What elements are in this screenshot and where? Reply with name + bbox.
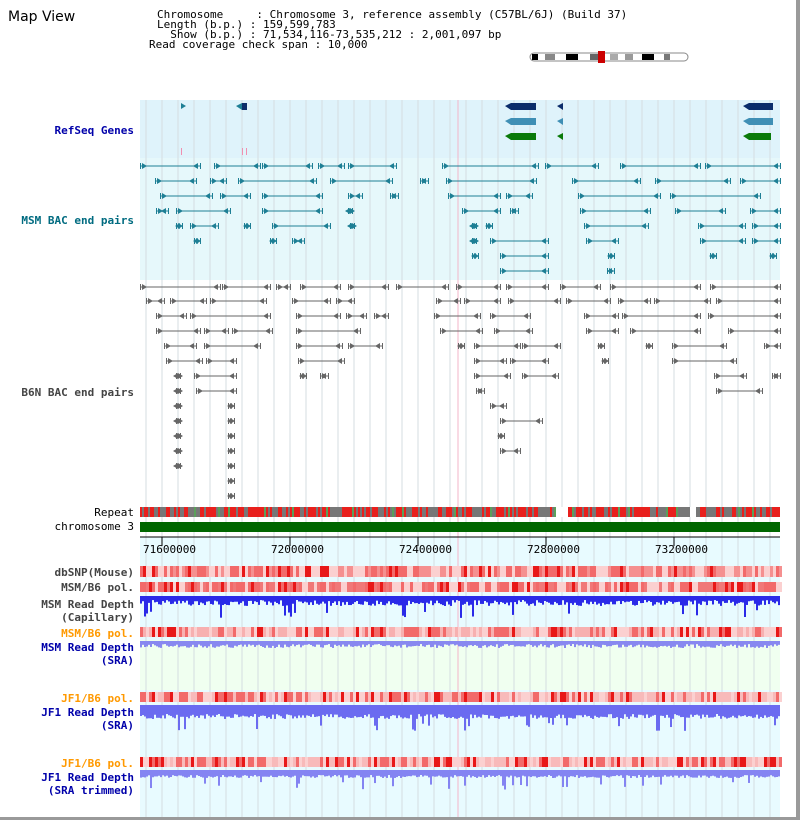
right-border — [796, 0, 800, 820]
jf1-b6-pol-trim-label: JF1/B6 pol. — [61, 757, 134, 770]
gene-steel-1 — [511, 118, 536, 125]
show-info: Show (b.p.) : 71,534,116-73,535,212 : 2,001,097 bp — [157, 28, 502, 41]
page-title: Map View — [8, 9, 76, 25]
msm-read-depth-sra-sublabel: (SRA) — [100, 654, 134, 667]
msm-b6-pol-sra-heat[interactable] — [140, 627, 782, 637]
chromosome-label: chromosome 3 — [54, 520, 134, 533]
jf1-read-depth-sra-sublabel: (SRA) — [100, 719, 134, 732]
chromosome-info: Chromosome : Chromosome 3, reference assembly (C57BL/6J) (Build 37) — [157, 8, 628, 21]
msm-b6-pol-heat[interactable] — [140, 582, 782, 592]
tick-label: 73200000 — [655, 543, 708, 556]
gene-navy-1 — [511, 103, 536, 110]
msm-bac-track-bg — [140, 158, 780, 280]
msm-read-depth-cap-label: MSM Read Depth — [41, 598, 134, 611]
tick-label: 72400000 — [399, 543, 452, 556]
msm-read-depth-cap-sublabel: (Capillary) — [61, 611, 134, 624]
jf1-b6-pol-heat[interactable] — [140, 692, 782, 702]
msm-read-depth-sra-label: MSM Read Depth — [41, 641, 134, 654]
gene-green-2 — [749, 133, 771, 140]
dbsnp-label: dbSNP(Mouse) — [54, 566, 134, 579]
chromosome-bar[interactable] — [140, 522, 780, 532]
dbsnp-heat[interactable] — [140, 566, 782, 577]
gene-green-1 — [511, 133, 536, 140]
refseq-track-bg — [140, 100, 780, 158]
refseq-genes-label[interactable]: RefSeq Genes — [54, 124, 134, 137]
length-info: Length (b.p.) : 159,599,783 — [157, 18, 336, 31]
coverage-info: Read coverage check span : 10,000 — [149, 38, 368, 51]
jf1-read-depth-sra-label: JF1 Read Depth — [41, 706, 134, 719]
repeat-label: Repeat — [94, 506, 134, 519]
tick-label: 72000000 — [271, 543, 324, 556]
jf1-read-depth-trim-label: JF1 Read Depth — [41, 771, 134, 784]
tick-label: 72800000 — [527, 543, 580, 556]
chromosome-ideogram[interactable] — [530, 51, 688, 63]
gene-marker — [242, 103, 247, 110]
jf1-read-depth-trim-sublabel: (SRA trimmed) — [47, 784, 134, 797]
repeat-bar[interactable] — [140, 507, 780, 517]
msm-bac-label[interactable]: MSM BAC end pairs — [21, 214, 134, 227]
jf1-b6-pol-label: JF1/B6 pol. — [61, 692, 134, 705]
tick-label: 71600000 — [143, 543, 196, 556]
b6n-bac-label[interactable]: B6N BAC end pairs — [21, 386, 134, 399]
jf1-b6-pol-trim-heat[interactable] — [140, 757, 782, 767]
gene-navy-2 — [749, 103, 773, 110]
msm-b6-pol-label: MSM/B6 pol. — [61, 581, 134, 594]
gene-steel-2 — [749, 118, 773, 125]
msm-b6-pol-sra-label: MSM/B6 pol. — [61, 627, 134, 640]
